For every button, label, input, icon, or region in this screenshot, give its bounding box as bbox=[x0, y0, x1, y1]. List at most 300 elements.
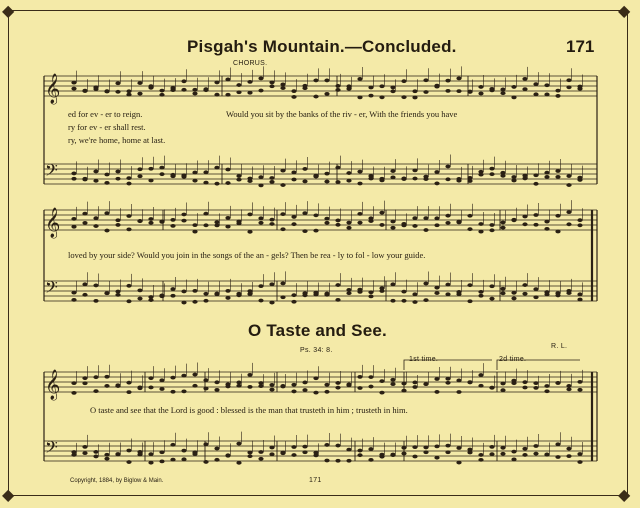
note-head bbox=[313, 291, 318, 295]
note-head bbox=[390, 382, 395, 386]
note-head bbox=[577, 452, 582, 456]
note-head bbox=[533, 452, 538, 456]
note-head bbox=[115, 384, 120, 388]
note-head bbox=[192, 92, 197, 96]
bass-clef: 𝄢 bbox=[45, 277, 58, 301]
note-head bbox=[423, 216, 428, 220]
note-head bbox=[445, 177, 450, 181]
note-head bbox=[544, 83, 549, 87]
note-head bbox=[434, 456, 439, 460]
second-ending-label: 2d time. bbox=[499, 356, 527, 363]
note-head bbox=[93, 284, 98, 288]
note-head bbox=[313, 376, 318, 380]
note-head bbox=[412, 224, 417, 228]
note-head bbox=[313, 391, 318, 395]
note-head bbox=[368, 174, 373, 178]
note-head bbox=[478, 373, 483, 377]
note-head bbox=[401, 452, 406, 456]
note-head bbox=[236, 461, 241, 465]
note-head bbox=[401, 446, 406, 450]
note-head bbox=[500, 388, 505, 392]
note-head bbox=[258, 299, 263, 303]
note-head bbox=[555, 294, 560, 298]
note-head bbox=[324, 459, 329, 463]
note-head bbox=[104, 89, 109, 93]
note-head bbox=[335, 283, 340, 287]
note-head bbox=[434, 223, 439, 227]
note-head bbox=[192, 88, 197, 92]
note-head bbox=[357, 182, 362, 186]
note-head bbox=[577, 388, 582, 392]
note-head bbox=[269, 222, 274, 226]
note-head bbox=[346, 221, 351, 225]
note-head bbox=[115, 90, 120, 94]
note-head bbox=[170, 390, 175, 394]
note-head bbox=[434, 377, 439, 381]
note-head bbox=[269, 176, 274, 180]
note-head bbox=[467, 227, 472, 231]
note-head bbox=[566, 387, 571, 391]
note-head bbox=[181, 79, 186, 83]
note-head bbox=[291, 390, 296, 394]
note-head bbox=[225, 216, 230, 220]
note-head bbox=[478, 453, 483, 457]
note-head bbox=[346, 179, 351, 183]
note-head bbox=[566, 447, 571, 451]
note-head bbox=[170, 294, 175, 298]
bass-clef: 𝄢 bbox=[45, 160, 58, 184]
note-head bbox=[522, 453, 527, 457]
note-head bbox=[401, 177, 406, 181]
note-head bbox=[148, 84, 153, 88]
note-head bbox=[357, 453, 362, 457]
note-head bbox=[533, 386, 538, 390]
note-head bbox=[181, 213, 186, 217]
note-head bbox=[434, 291, 439, 295]
note-head bbox=[159, 294, 164, 298]
note-head bbox=[335, 219, 340, 223]
note-head bbox=[71, 177, 76, 181]
page-number-top: 171 bbox=[566, 37, 595, 56]
note-head bbox=[302, 388, 307, 392]
note-head bbox=[346, 226, 351, 230]
note-head bbox=[126, 182, 131, 186]
note-head bbox=[258, 183, 263, 187]
note-head bbox=[511, 85, 516, 89]
note-head bbox=[478, 222, 483, 226]
note-head bbox=[126, 214, 131, 218]
note-head bbox=[137, 450, 142, 454]
note-head bbox=[203, 387, 208, 391]
note-head bbox=[192, 384, 197, 388]
note-head bbox=[368, 385, 373, 389]
note-head bbox=[401, 389, 406, 393]
note-head bbox=[280, 169, 285, 173]
note-head bbox=[324, 172, 329, 176]
note-head bbox=[203, 170, 208, 174]
note-head bbox=[269, 180, 274, 184]
note-head bbox=[126, 390, 131, 394]
note-head bbox=[159, 172, 164, 176]
note-head bbox=[500, 452, 505, 456]
note-head bbox=[247, 289, 252, 293]
note-head bbox=[236, 83, 241, 87]
note-head bbox=[379, 211, 384, 215]
note-head bbox=[115, 218, 120, 222]
note-head bbox=[280, 282, 285, 286]
note-head bbox=[159, 378, 164, 382]
note-head bbox=[489, 228, 494, 232]
corner-ornament: ◆ bbox=[618, 485, 631, 504]
note-head bbox=[522, 292, 527, 296]
note-head bbox=[324, 217, 329, 221]
note-head bbox=[434, 170, 439, 174]
note-head bbox=[93, 170, 98, 174]
note-head bbox=[555, 381, 560, 385]
note-head bbox=[269, 383, 274, 387]
note-head bbox=[181, 219, 186, 223]
note-head bbox=[126, 299, 131, 303]
note-head bbox=[82, 293, 87, 297]
note-head bbox=[533, 213, 538, 217]
note-head bbox=[313, 95, 318, 99]
note-head bbox=[500, 221, 505, 225]
author-initials: R. L. bbox=[551, 343, 568, 350]
note-head bbox=[489, 445, 494, 449]
note-head bbox=[170, 458, 175, 462]
note-head bbox=[456, 179, 461, 183]
note-head bbox=[71, 450, 76, 454]
note-head bbox=[291, 170, 296, 174]
note-head bbox=[500, 291, 505, 295]
note-head bbox=[203, 460, 208, 464]
note-head bbox=[544, 292, 549, 296]
note-head bbox=[511, 457, 516, 461]
note-head bbox=[467, 381, 472, 385]
note-head bbox=[478, 230, 483, 234]
chorus-lyric-line: Would you sit by the banks of the riv - er, With the friends you have bbox=[226, 109, 458, 119]
note-head bbox=[236, 90, 241, 94]
note-head bbox=[401, 79, 406, 83]
note-head bbox=[137, 219, 142, 223]
note-head bbox=[225, 168, 230, 172]
note-head bbox=[533, 287, 538, 291]
note-head bbox=[423, 382, 428, 386]
note-head bbox=[566, 174, 571, 178]
note-head bbox=[500, 174, 505, 178]
note-head bbox=[280, 212, 285, 216]
note-head bbox=[192, 373, 197, 377]
note-head bbox=[467, 299, 472, 303]
note-head bbox=[214, 182, 219, 186]
note-head bbox=[280, 82, 285, 86]
note-head bbox=[379, 379, 384, 383]
verse-lyric-line-1: ed for ev - er to reign. bbox=[68, 109, 143, 119]
note-head bbox=[445, 444, 450, 448]
note-head bbox=[247, 385, 252, 389]
note-head bbox=[511, 381, 516, 385]
page-number-bottom: 171 bbox=[309, 477, 322, 484]
note-head bbox=[346, 171, 351, 175]
note-head bbox=[115, 81, 120, 85]
note-head bbox=[467, 214, 472, 218]
note-head bbox=[489, 297, 494, 301]
note-head bbox=[258, 457, 263, 461]
note-head bbox=[302, 293, 307, 297]
note-head bbox=[247, 91, 252, 95]
note-head bbox=[170, 443, 175, 447]
note-head bbox=[357, 449, 362, 453]
note-head bbox=[291, 300, 296, 304]
note-head bbox=[500, 446, 505, 450]
note-head bbox=[93, 450, 98, 454]
note-head bbox=[511, 297, 516, 301]
note-head bbox=[324, 221, 329, 225]
note-head bbox=[401, 299, 406, 303]
note-head bbox=[269, 282, 274, 286]
note-head bbox=[335, 84, 340, 88]
note-head bbox=[533, 223, 538, 227]
note-head bbox=[280, 183, 285, 187]
note-head bbox=[291, 293, 296, 297]
note-head bbox=[170, 86, 175, 90]
note-head bbox=[445, 283, 450, 287]
note-head bbox=[544, 175, 549, 179]
note-head bbox=[489, 452, 494, 456]
note-head bbox=[137, 174, 142, 178]
note-head bbox=[335, 180, 340, 184]
note-head bbox=[93, 216, 98, 220]
note-head bbox=[489, 167, 494, 171]
note-head bbox=[445, 381, 450, 385]
note-head bbox=[456, 292, 461, 296]
verse-lyric-line-2: ry for ev - er shall rest. bbox=[68, 122, 146, 132]
note-head bbox=[291, 89, 296, 93]
note-head bbox=[225, 454, 230, 458]
note-head bbox=[368, 447, 373, 451]
note-head bbox=[434, 182, 439, 186]
note-head bbox=[566, 454, 571, 458]
note-head bbox=[357, 77, 362, 81]
note-head bbox=[126, 176, 131, 180]
note-head bbox=[511, 95, 516, 99]
note-head bbox=[148, 376, 153, 380]
note-head bbox=[445, 377, 450, 381]
note-head bbox=[225, 289, 230, 293]
note-head bbox=[126, 89, 131, 93]
note-head bbox=[379, 178, 384, 182]
note-head bbox=[269, 301, 274, 305]
note-head bbox=[335, 444, 340, 448]
note-head bbox=[522, 174, 527, 178]
note-head bbox=[555, 169, 560, 173]
note-head bbox=[302, 86, 307, 90]
note-head bbox=[203, 212, 208, 216]
note-head bbox=[434, 444, 439, 448]
note-head bbox=[324, 443, 329, 447]
note-head bbox=[555, 455, 560, 459]
note-head bbox=[544, 171, 549, 175]
note-head bbox=[104, 291, 109, 295]
note-head bbox=[412, 385, 417, 389]
note-head bbox=[390, 85, 395, 89]
note-head bbox=[236, 292, 241, 296]
verse-lyric-line-3: ry, we're home, home at last. bbox=[68, 135, 166, 145]
note-head bbox=[456, 76, 461, 80]
note-head bbox=[467, 451, 472, 455]
note-head bbox=[390, 220, 395, 224]
note-head bbox=[533, 92, 538, 96]
note-head bbox=[258, 216, 263, 220]
note-head bbox=[423, 90, 428, 94]
note-head bbox=[181, 374, 186, 378]
note-head bbox=[379, 223, 384, 227]
note-head bbox=[170, 224, 175, 228]
note-head bbox=[214, 220, 219, 224]
note-head bbox=[302, 450, 307, 454]
note-head bbox=[335, 298, 340, 302]
note-head bbox=[71, 172, 76, 176]
note-head bbox=[115, 293, 120, 297]
note-head bbox=[434, 85, 439, 89]
note-head bbox=[82, 221, 87, 225]
note-head bbox=[203, 442, 208, 446]
note-head bbox=[555, 89, 560, 93]
note-head bbox=[148, 167, 153, 171]
note-head bbox=[478, 384, 483, 388]
note-head bbox=[291, 383, 296, 387]
treble-clef: 𝄞 bbox=[45, 208, 61, 238]
note-head bbox=[478, 290, 483, 294]
note-head bbox=[423, 298, 428, 302]
note-head bbox=[533, 82, 538, 86]
note-head bbox=[148, 217, 153, 221]
note-head bbox=[533, 173, 538, 177]
note-head bbox=[159, 387, 164, 391]
hymn2-lyric: O taste and see that the Lord is good : blessed is the man that trusteth in him ; trusteth in him. bbox=[90, 405, 408, 415]
note-head bbox=[522, 222, 527, 226]
note-head bbox=[82, 451, 87, 455]
note-head bbox=[324, 79, 329, 83]
note-head bbox=[335, 459, 340, 463]
note-head bbox=[544, 384, 549, 388]
note-head bbox=[104, 173, 109, 177]
note-head bbox=[489, 223, 494, 227]
note-head bbox=[357, 386, 362, 390]
note-head bbox=[368, 86, 373, 90]
note-head bbox=[390, 299, 395, 303]
note-head bbox=[489, 386, 494, 390]
note-head bbox=[357, 170, 362, 174]
note-head bbox=[137, 81, 142, 85]
note-head bbox=[445, 221, 450, 225]
note-head bbox=[522, 77, 527, 81]
note-head bbox=[401, 290, 406, 294]
note-head bbox=[533, 381, 538, 385]
note-head bbox=[500, 226, 505, 230]
note-head bbox=[566, 183, 571, 187]
note-head bbox=[478, 458, 483, 462]
note-head bbox=[159, 459, 164, 463]
note-head bbox=[203, 299, 208, 303]
note-head bbox=[445, 214, 450, 218]
note-head bbox=[434, 390, 439, 394]
note-head bbox=[566, 291, 571, 295]
note-head bbox=[456, 461, 461, 465]
note-head bbox=[159, 166, 164, 170]
note-head bbox=[412, 455, 417, 459]
chorus-label: CHORUS. bbox=[233, 60, 268, 67]
first-ending-label: 1st time. bbox=[409, 356, 439, 363]
note-head bbox=[148, 386, 153, 390]
note-head bbox=[412, 300, 417, 304]
note-head bbox=[357, 221, 362, 225]
note-head bbox=[401, 382, 406, 386]
note-head bbox=[159, 93, 164, 97]
note-head bbox=[214, 292, 219, 296]
note-head bbox=[390, 378, 395, 382]
note-head bbox=[456, 220, 461, 224]
note-head bbox=[269, 218, 274, 222]
note-head bbox=[511, 291, 516, 295]
note-head bbox=[335, 166, 340, 170]
note-head bbox=[225, 181, 230, 185]
note-head bbox=[115, 452, 120, 456]
note-head bbox=[203, 378, 208, 382]
note-head bbox=[445, 165, 450, 169]
note-head bbox=[214, 93, 219, 97]
note-head bbox=[192, 179, 197, 183]
note-head bbox=[555, 230, 560, 234]
corner-ornament: ◆ bbox=[2, 485, 15, 504]
note-head bbox=[566, 78, 571, 82]
note-head bbox=[456, 379, 461, 383]
note-head bbox=[258, 89, 263, 93]
note-head bbox=[368, 295, 373, 299]
note-head bbox=[236, 381, 241, 385]
note-head bbox=[214, 458, 219, 462]
note-head bbox=[313, 79, 318, 83]
note-head bbox=[379, 391, 384, 395]
note-head bbox=[247, 230, 252, 234]
note-head bbox=[104, 229, 109, 233]
note-head bbox=[522, 380, 527, 384]
note-head bbox=[511, 450, 516, 454]
note-head bbox=[104, 457, 109, 461]
note-head bbox=[258, 221, 263, 225]
note-head bbox=[368, 94, 373, 98]
note-head bbox=[412, 445, 417, 449]
note-head bbox=[137, 386, 142, 390]
note-head bbox=[192, 171, 197, 175]
note-head bbox=[324, 92, 329, 96]
note-head bbox=[236, 221, 241, 225]
note-head bbox=[302, 381, 307, 385]
note-head bbox=[93, 389, 98, 393]
note-head bbox=[478, 173, 483, 177]
note-head bbox=[104, 384, 109, 388]
note-head bbox=[291, 445, 296, 449]
note-head bbox=[379, 455, 384, 459]
note-head bbox=[269, 84, 274, 88]
note-head bbox=[456, 446, 461, 450]
note-head bbox=[324, 180, 329, 184]
note-head bbox=[511, 179, 516, 183]
note-head bbox=[368, 290, 373, 294]
note-head bbox=[192, 230, 197, 234]
note-head bbox=[533, 182, 538, 186]
note-head bbox=[544, 93, 549, 97]
